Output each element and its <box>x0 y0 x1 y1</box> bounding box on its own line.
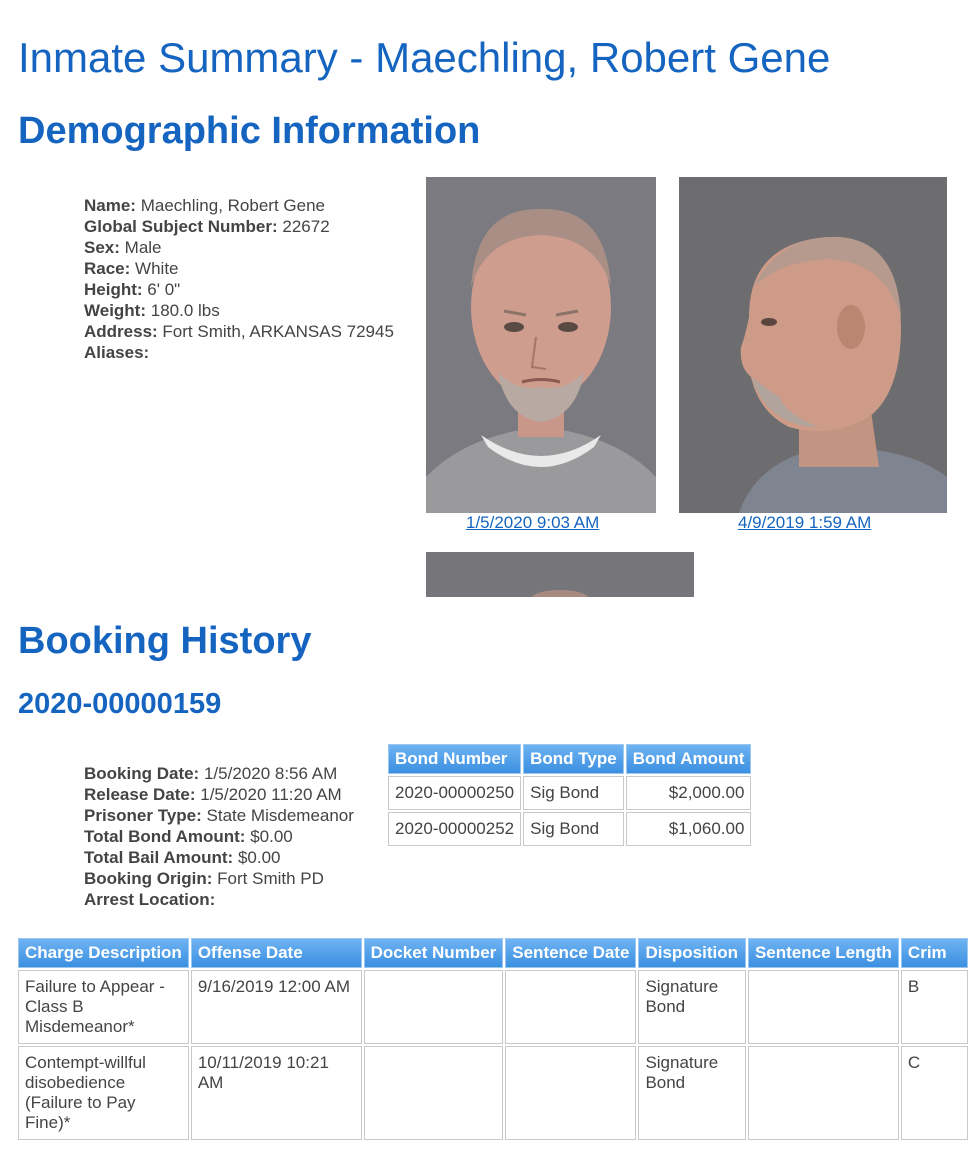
field-weight: Weight: 180.0 lbs <box>84 301 220 320</box>
charges-table-header <box>18 938 968 968</box>
table-row <box>388 812 751 846</box>
offense-date-cell: 9/16/2019 12:00 AM <box>191 970 362 1044</box>
bond-table <box>386 742 753 848</box>
mugshot-third[interactable] <box>426 552 694 597</box>
bond-number-header: Bond Number <box>388 744 521 774</box>
bond-table-header <box>388 744 751 774</box>
docket-number-header: Docket Number <box>364 938 504 968</box>
mugshot-front[interactable] <box>426 177 656 513</box>
field-prisoner-type: Prisoner Type: State Misdemeanor <box>84 806 354 825</box>
crim-header: Crim <box>901 938 968 968</box>
booking-number: 2020-00000159 <box>18 688 222 720</box>
demographic-info <box>84 195 394 363</box>
crim-cell: C <box>901 1046 968 1140</box>
charges-table-viewport[interactable] <box>0 930 970 1170</box>
field-name: Name: Maechling, Robert Gene <box>84 196 325 215</box>
page-title: Inmate Summary - Maechling, Robert Gene <box>18 34 831 81</box>
bond-amount-cell: $1,060.00 <box>626 812 752 846</box>
bond-amount-header: Bond Amount <box>626 744 752 774</box>
crim-cell: B <box>901 970 968 1044</box>
booking-info <box>84 763 354 910</box>
field-global-subject-number: Global Subject Number: 22672 <box>84 217 330 236</box>
mugshot-front-date-link[interactable]: 1/5/2020 9:03 AM <box>466 513 600 532</box>
field-release-date: Release Date: 1/5/2020 11:20 AM <box>84 785 342 804</box>
table-row <box>18 1046 968 1140</box>
bond-amount-cell: $2,000.00 <box>626 776 752 810</box>
sentence-date-cell <box>505 970 636 1044</box>
bond-number-cell: 2020-00000252 <box>388 812 521 846</box>
field-booking-date: Booking Date: 1/5/2020 8:56 AM <box>84 764 338 783</box>
charges-table <box>16 936 970 1142</box>
bond-number-cell: 2020-00000250 <box>388 776 521 810</box>
field-race: Race: White <box>84 259 179 278</box>
table-row <box>18 970 968 1044</box>
sentence-date-cell <box>505 1046 636 1140</box>
sentence-length-header: Sentence Length <box>748 938 899 968</box>
mugshot-profile[interactable] <box>679 177 947 513</box>
charge-description-header: Charge Description <box>18 938 189 968</box>
field-aliases: Aliases: <box>84 343 150 362</box>
field-total-bond-amount: Total Bond Amount: $0.00 <box>84 827 293 846</box>
field-booking-origin: Booking Origin: Fort Smith PD <box>84 869 324 888</box>
bond-type-cell: Sig Bond <box>523 812 624 846</box>
docket-number-cell <box>364 1046 504 1140</box>
sentence-length-cell <box>748 1046 899 1140</box>
field-total-bail-amount: Total Bail Amount: $0.00 <box>84 848 281 867</box>
mugshot-front-image <box>426 177 656 513</box>
bond-type-cell: Sig Bond <box>523 776 624 810</box>
mugshot-profile-image <box>679 177 947 513</box>
charge-description-cell: Contempt-willful disobedience (Failure to Pay Fine)* <box>18 1046 189 1140</box>
sentence-date-header: Sentence Date <box>505 938 636 968</box>
sentence-length-cell <box>748 970 899 1044</box>
field-sex: Sex: Male <box>84 238 162 257</box>
offense-date-header: Offense Date <box>191 938 362 968</box>
disposition-cell: Signature Bond <box>638 1046 746 1140</box>
disposition-header: Disposition <box>638 938 746 968</box>
mugshot-profile-date-link[interactable]: 4/9/2019 1:59 AM <box>738 513 872 532</box>
charge-description-cell: Failure to Appear - Class B Misdemeanor* <box>18 970 189 1044</box>
mugshot-third-image <box>426 552 694 597</box>
bond-type-header: Bond Type <box>523 744 624 774</box>
field-height: Height: 6' 0" <box>84 280 181 299</box>
docket-number-cell <box>364 970 504 1044</box>
field-arrest-location: Arrest Location: <box>84 890 216 909</box>
table-row <box>388 776 751 810</box>
demographic-heading: Demographic Information <box>18 110 481 152</box>
disposition-cell: Signature Bond <box>638 970 746 1044</box>
booking-history-heading: Booking History <box>18 620 312 662</box>
field-address: Address: Fort Smith, ARKANSAS 72945 <box>84 322 394 341</box>
offense-date-cell: 10/11/2019 10:21 AM <box>191 1046 362 1140</box>
